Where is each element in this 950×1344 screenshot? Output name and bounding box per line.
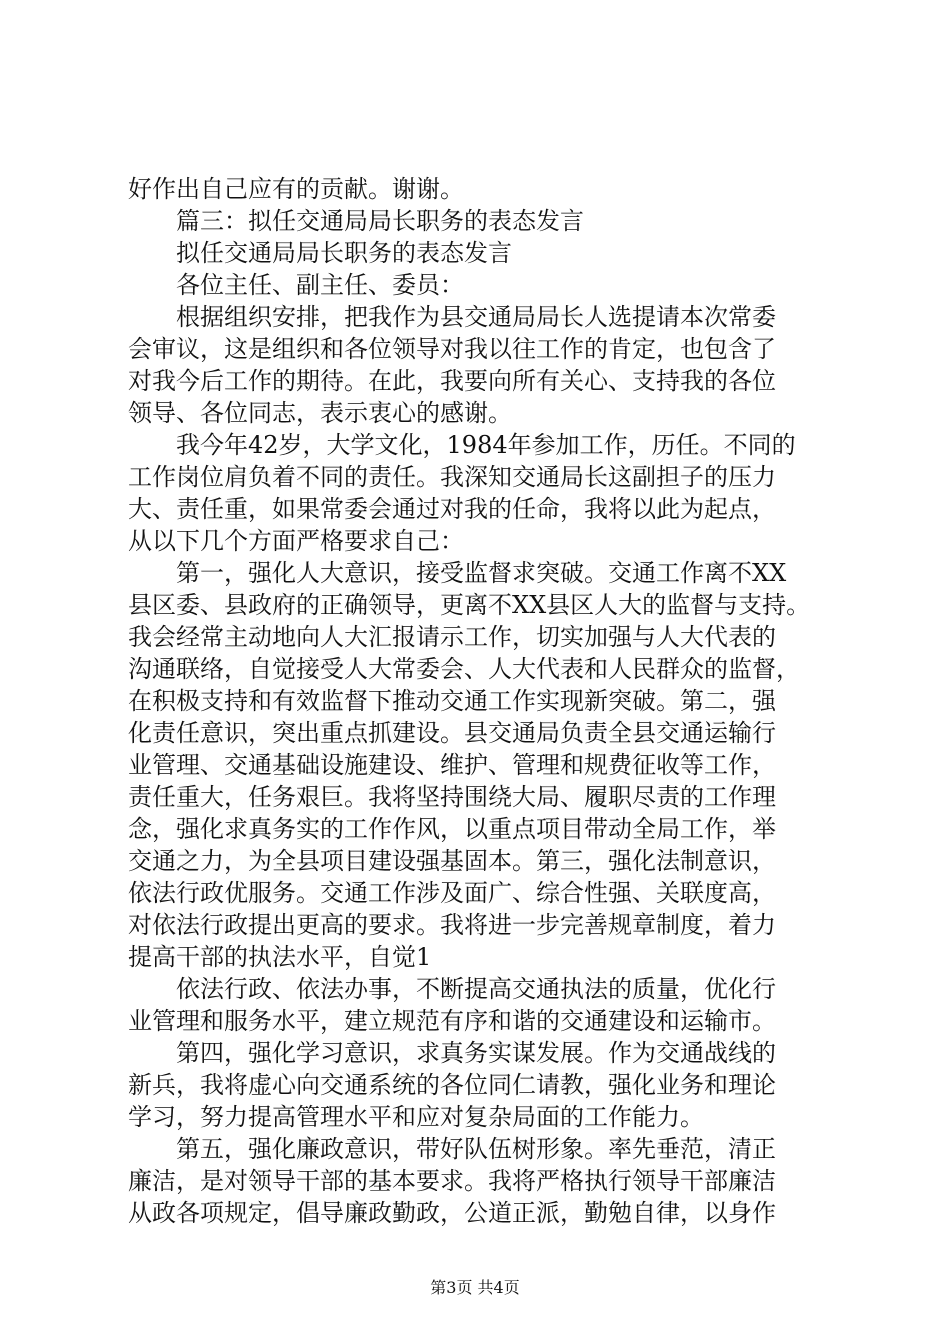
text-line: 工作岗位肩负着不同的责任。我深知交通局长这副担子的压力: [128, 463, 776, 491]
text-line: 业管理、交通基础设施建设、维护、管理和规费征收等工作，: [128, 751, 776, 779]
page-footer: 第3页 共4页: [430, 1278, 520, 1297]
text-line: 对我今后工作的期待。在此，我要向所有关心、支持我的各位: [128, 367, 776, 395]
text-line: 篇三：拟任交通局局长职务的表态发言: [128, 207, 584, 235]
text-line: 领导、各位同志，表示衷心的感谢。: [128, 399, 512, 427]
text-line: 各位主任、副主任、委员：: [128, 271, 464, 299]
text-line: 依法行政、依法办事，不断提高交通执法的质量，优化行: [128, 975, 776, 1003]
text-line: 学习，努力提高管理水平和应对复杂局面的工作能力。: [128, 1103, 704, 1131]
text-line: 依法行政优服务。交通工作涉及面广、综合性强、关联度高，: [128, 879, 776, 907]
text-line: 根据组织安排，把我作为县交通局局长人选提请本次常委: [128, 303, 776, 331]
text-line: 从以下几个方面严格要求自己：: [128, 527, 464, 555]
text-line: 我会经常主动地向人大汇报请示工作，切实加强与人大代表的: [128, 623, 776, 651]
text-line: 第五，强化廉政意识，带好队伍树形象。率先垂范，清正: [128, 1135, 776, 1163]
text-line: 在积极支持和有效监督下推动交通工作实现新突破。第二，强: [128, 687, 776, 715]
text-line: 业管理和服务水平，建立规范有序和谐的交通建设和运输市。: [128, 1007, 776, 1035]
text-line: 拟任交通局局长职务的表态发言: [128, 239, 512, 267]
text-line: 从政各项规定，倡导廉政勤政，公道正派，勤勉自律，以身作: [128, 1199, 776, 1227]
text-line: 交通之力，为全县项目建设强基固本。第三，强化法制意识，: [128, 847, 776, 875]
text-line: 沟通联络，自觉接受人大常委会、人大代表和人民群众的监督，: [128, 655, 800, 683]
text-line: 好作出自己应有的贡献。谢谢。: [128, 175, 464, 203]
text-line: 化责任意识，突出重点抓建设。县交通局负责全县交通运输行: [128, 719, 776, 747]
text-line: 廉洁，是对领导干部的基本要求。我将严格执行领导干部廉洁: [128, 1167, 776, 1195]
text-line: 提高干部的执法水平，自觉1: [128, 943, 432, 971]
text-line: 第一，强化人大意识，接受监督求突破。交通工作离不XX: [128, 559, 787, 587]
text-line: 会审议，这是组织和各位领导对我以往工作的肯定，也包含了: [128, 335, 776, 363]
text-line: 第四，强化学习意识，求真务实谋发展。作为交通战线的: [128, 1039, 776, 1067]
text-line: 责任重大，任务艰巨。我将坚持围绕大局、履职尽责的工作理: [128, 783, 776, 811]
text-line: 大、责任重，如果常委会通过对我的任命，我将以此为起点，: [128, 495, 776, 523]
text-line: 对依法行政提出更高的要求。我将进一步完善规章制度，着力: [128, 911, 776, 939]
text-line: 县区委、县政府的正确领导，更离不XX县区人大的监督与支持。: [128, 591, 811, 619]
text-line: 念，强化求真务实的工作作风，以重点项目带动全局工作，举: [128, 815, 776, 843]
text-line: 新兵，我将虚心向交通系统的各位同仁请教，强化业务和理论: [128, 1071, 776, 1099]
text-line: 我今年42岁，大学文化，1984年参加工作，历任。不同的: [128, 431, 796, 459]
